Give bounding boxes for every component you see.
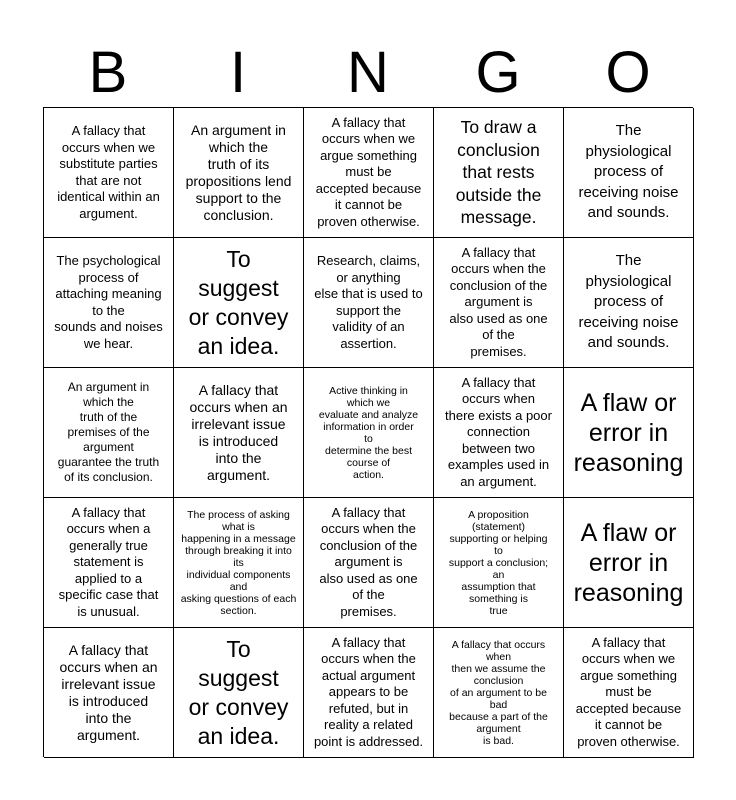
cell-text: An argument in which the truth of the premises of the argument guarantee the truth of its conclusion. xyxy=(57,380,160,484)
bingo-cell[interactable] xyxy=(564,368,694,498)
cell-text: To suggest or convey an idea. xyxy=(188,245,289,359)
bingo-cell[interactable] xyxy=(564,108,694,238)
header-letter-b: B xyxy=(88,40,128,105)
bingo-cell[interactable] xyxy=(44,498,174,628)
bingo-cell[interactable] xyxy=(304,108,434,238)
cell-text: A flaw or error in reasoning xyxy=(573,518,684,607)
bingo-cell[interactable] xyxy=(564,628,694,758)
bingo-cell[interactable] xyxy=(564,238,694,368)
bingo-cell[interactable] xyxy=(304,628,434,758)
cell-text: A fallacy that occurs when the conclusion of the argument is also used as one of the premises. xyxy=(449,244,548,359)
cell-text: Research, claims, or anything else that is used to support the validity of an assertion. xyxy=(314,253,423,351)
bingo-cell[interactable] xyxy=(44,628,174,758)
bingo-cell[interactable] xyxy=(174,628,304,758)
cell-text: A proposition (statement) supporting or helping to support a conclusion; an assumption that something is true xyxy=(448,508,549,617)
cell-text: The process of asking what is happening in a message through breaking it into its individual components and asking questions of each section. xyxy=(180,508,297,617)
bingo-cell[interactable] xyxy=(304,368,434,498)
header-letter-g: G xyxy=(475,40,521,105)
cell-text: To suggest or convey an idea. xyxy=(188,635,289,749)
cell-text: A fallacy that occurs when a generally true statement is applied to a specific case that is unusual. xyxy=(58,504,159,619)
bingo-cell[interactable] xyxy=(44,368,174,498)
bingo-cell[interactable] xyxy=(434,108,564,238)
bingo-board xyxy=(43,107,693,757)
cell-text: A fallacy that occurs when we argue something must be accepted because it cannot be proven otherwise. xyxy=(315,114,422,229)
cell-text: A fallacy that occurs when then we assume the conclusion of an argument to be bad because a part of the argument is bad. xyxy=(449,638,548,747)
cell-text: A fallacy that occurs when the actual argument appears to be refuted, but in reality a related point is addressed. xyxy=(313,634,424,749)
cell-text: A flaw or error in reasoning xyxy=(573,388,684,477)
cell-text: The psychological process of attaching meaning to the sounds and noises we hear. xyxy=(54,253,163,351)
cell-text: A fallacy that occurs when an irrelevant issue is introduced into the argument. xyxy=(59,641,158,743)
cell-text: To draw a conclusion that rests outside the message. xyxy=(455,117,542,228)
bingo-cell[interactable] xyxy=(174,368,304,498)
bingo-header xyxy=(43,40,693,106)
cell-text: A fallacy that occurs when an irrelevant issue is introduced into the argument. xyxy=(189,381,288,483)
cell-text: The physiological process of receiving noise and sounds. xyxy=(578,122,679,222)
cell-text: A fallacy that occurs when there exists a poor connection between two examples used in an argument. xyxy=(445,374,552,489)
bingo-cell[interactable] xyxy=(564,498,694,628)
bingo-cell[interactable] xyxy=(304,238,434,368)
bingo-cell[interactable] xyxy=(174,498,304,628)
bingo-cell[interactable] xyxy=(434,498,564,628)
bingo-cell[interactable] xyxy=(174,108,304,238)
cell-text: A fallacy that occurs when we substitute parties that are not identical within an argument. xyxy=(57,123,160,221)
bingo-cell[interactable] xyxy=(44,108,174,238)
bingo-cell[interactable] xyxy=(304,498,434,628)
cell-text: A fallacy that occurs when we argue something must be accepted because it cannot be proven otherwise. xyxy=(575,634,682,749)
bingo-cell[interactable] xyxy=(174,238,304,368)
header-letter-i: I xyxy=(229,40,247,105)
bingo-cell[interactable] xyxy=(434,238,564,368)
cell-text: A fallacy that occurs when the conclusion of the argument is also used as one of the premises. xyxy=(319,504,418,619)
cell-text: Active thinking in which we evaluate and analyze information in order to determine the best course of action. xyxy=(318,384,419,481)
bingo-cell[interactable] xyxy=(434,368,564,498)
bingo-cell[interactable] xyxy=(434,628,564,758)
header-letter-n: N xyxy=(347,40,389,105)
cell-text: The physiological process of receiving noise and sounds. xyxy=(578,252,679,352)
cell-text: An argument in which the truth of its propositions lend support to the conclusion. xyxy=(185,121,292,223)
header-letter-o: O xyxy=(605,40,651,105)
bingo-cell[interactable] xyxy=(44,238,174,368)
